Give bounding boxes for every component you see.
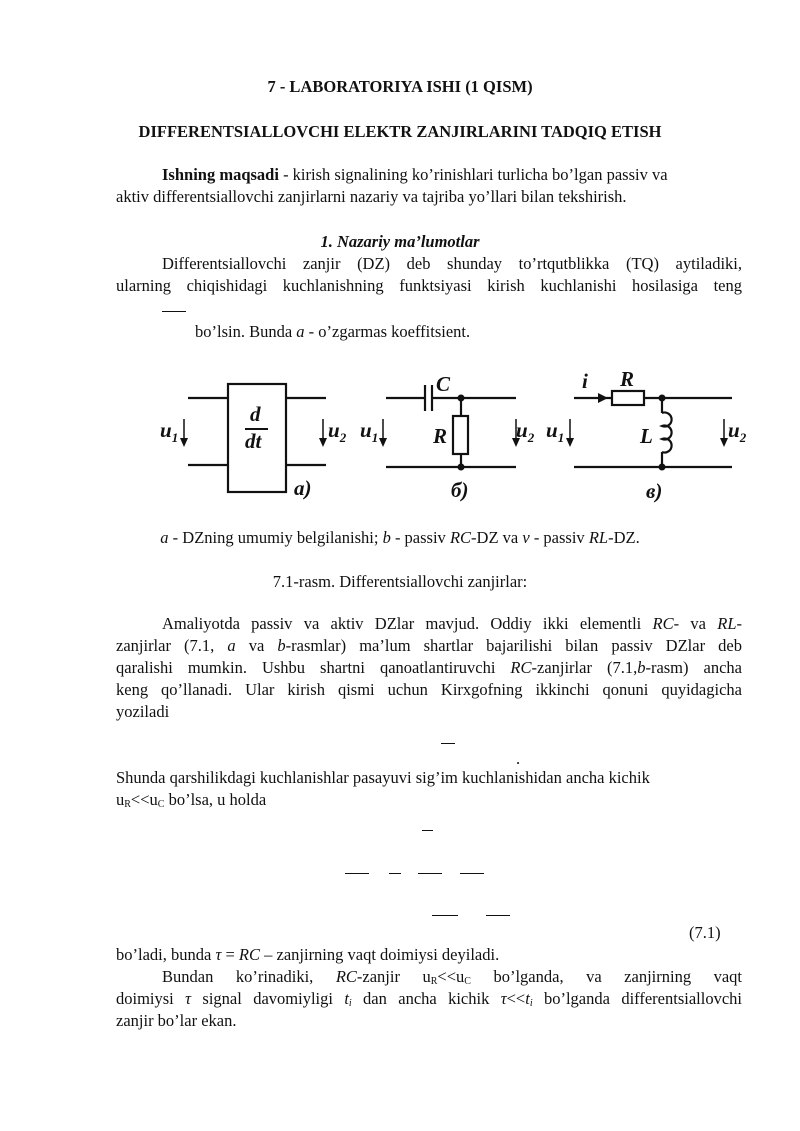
p2-l2b: va [235, 636, 278, 655]
section-line-3-rest: - o’zgarmas koeffitsient. [304, 322, 471, 341]
aim-line-2: aktiv differentsiallovchi zanjirlarni nazariy va tajriba yo’llari bilan tekshirish. [116, 187, 627, 206]
p5-l2c: dan ancha kichik [351, 989, 501, 1008]
cap-rl: RL [588, 528, 609, 547]
p3-subR: R [124, 799, 131, 810]
para4-line [116, 944, 499, 966]
figure-caption-legend [0, 527, 800, 549]
circuit-figure [150, 363, 760, 513]
p3-lt: <<u [130, 790, 158, 809]
current-arrow [598, 393, 608, 403]
para3-line-2 [116, 789, 266, 816]
resistor-v [612, 391, 644, 405]
formula-dash-7 [432, 915, 458, 916]
cap-a-text: - DZning umumiy belgilanishi; [168, 528, 383, 547]
fig-v-u2: $u_2$ [728, 418, 747, 445]
p5-tau: τ [185, 989, 192, 1008]
aim-line-1 [162, 164, 668, 186]
p5-l1d: bo’lganda, va zanjirning vaqt [470, 967, 742, 986]
fig-L: L [640, 424, 653, 448]
p2-l3b: -zanjirlar (7.1, [531, 658, 638, 677]
para2-line-4: keng qo’llanadi. Ular kirish qismi uchun Kirxgofning ikkinchi qonuni quyidagicha [116, 680, 742, 699]
fig-v-u1: $u_1$ [546, 418, 565, 445]
p5-ti2: t [525, 989, 530, 1008]
fig-a-u1: $u_1$ [160, 418, 179, 445]
p2-l2c: -rasmlar) ma’lum shartlar bajarilishi bilan passiv DZlar deb [285, 636, 742, 655]
section-line-1: Differentsiallovchi zanjir (DZ) deb shunday to’rtqutblikka (TQ) aytiladiki, [162, 254, 742, 273]
lab-subtitle: DIFFERENTSIALLOVCHI ELEKTR ZANJIRLARINI TADQIQ ETISH [138, 122, 662, 141]
fig-R-v: R [620, 367, 635, 391]
p2-l3c: -rasm) ancha [645, 658, 742, 677]
fig-label-v: в) [646, 479, 663, 503]
figure-title: 7.1-rasm. Differentsiallovchi zanjirlar: [272, 572, 528, 591]
section-line-2: ularning chiqishidagi kuchlanishning funktsiyasi kirish kuchlanishi hosilasiga teng [116, 276, 742, 295]
fig-label-a: а) [294, 476, 312, 500]
p2-l3rc: RC [510, 658, 532, 677]
p4-tau: τ [215, 945, 222, 964]
formula-dash-8 [486, 915, 510, 916]
p5-l1c: <<u [437, 967, 465, 986]
formula-dash-2 [422, 830, 433, 831]
p5-lt: << [506, 989, 526, 1008]
para2-line-1 [162, 613, 742, 635]
formula-dash-1 [441, 743, 455, 744]
circuit-b [379, 385, 520, 467]
cap-v: v [522, 528, 530, 547]
p5-l1b: -zanjir u [356, 967, 431, 986]
p2-l1a: Amaliyotda passiv va aktiv DZlar mavjud. Oddiy ikki elementli [162, 614, 653, 633]
cap-b: b [382, 528, 391, 547]
p3-u: u [116, 790, 125, 809]
p5-tau2: τ [500, 989, 507, 1008]
p2-l2a-it: a [227, 636, 236, 655]
fig-a-u2: $u_2$ [328, 418, 347, 445]
p5-subC: C [464, 976, 471, 987]
p4-rc: RC [238, 945, 260, 964]
fig-label-b: б) [451, 478, 469, 502]
p5-ti: t [344, 989, 349, 1008]
cap-rc: RC [449, 528, 472, 547]
fig-R-b: R [433, 424, 448, 448]
resistor-b [453, 416, 468, 454]
section-heading: 1. Nazariy ma’lumotlar [320, 232, 480, 251]
section-line-3 [195, 321, 470, 343]
cap-v-text: - passiv [529, 528, 589, 547]
p5-subR: R [430, 976, 438, 987]
equation-number: (7.1) [689, 923, 721, 942]
para2-line-3 [116, 657, 742, 679]
fig-b-u2: $u_2$ [516, 418, 535, 445]
p5-l2b: signal davomiyligi [191, 989, 345, 1008]
p2-l1rc: RC [652, 614, 674, 633]
junction-v-bottom [659, 464, 666, 471]
p2-l1c: - [736, 614, 742, 633]
formula-dash-6 [460, 873, 484, 874]
p3-rest: bo’lsa, u holda [164, 790, 267, 809]
fig-C: C [436, 372, 451, 396]
p5-l1a: Bundan ko’rinadiki, [162, 967, 336, 986]
fig-dt: dt [245, 429, 262, 453]
cap-rl-text: -DZ. [608, 528, 640, 547]
formula-dot: . [516, 749, 521, 768]
aim-label: Ishning maqsadi [162, 165, 279, 184]
fig-d: d [250, 402, 261, 426]
p4-eq: = [221, 945, 239, 964]
formula-dash-5 [418, 873, 442, 874]
lab-title: 7 - LABORATORIYA ISHI (1 QISM) [267, 77, 533, 96]
cap-b-text: - passiv [390, 528, 450, 547]
p5-sub-i: i [348, 998, 352, 1009]
para5-line-3: zanjir bo’lar ekan. [116, 1011, 237, 1030]
p5-l2a: doimiysi [116, 989, 186, 1008]
junction-v-top [659, 395, 666, 402]
p2-l2b-it: b [277, 636, 286, 655]
para3-line-1: Shunda qarshilikdagi kuchlanishlar pasayuvi sig’im kuchlanishidan ancha kichik [116, 768, 650, 787]
para2-line-5: yoziladi [116, 702, 170, 721]
p3-subC: C [157, 799, 165, 810]
fig-i: i [582, 369, 588, 393]
p4-b: – zanjirning vaqt doimiysi deyiladi. [260, 945, 500, 964]
inductor-coil [662, 413, 672, 453]
junction-b-top [458, 395, 465, 402]
coef-var: a [296, 322, 305, 341]
formula-placeholder-line [162, 311, 186, 312]
p5-l1rc: RC [335, 967, 357, 986]
p2-l3a: qaralishi mumkin. Ushbu shartni qanoatlantiruvchi [116, 658, 511, 677]
p2-l2a: zanjirlar (7.1, [116, 636, 228, 655]
p5-l2d: bo’lganda differentsiallovchi [532, 989, 742, 1008]
junction-b-bottom [458, 464, 465, 471]
p5-sub-i2: i [529, 998, 533, 1009]
p2-l1rl: RL [717, 614, 737, 633]
cap-a: a [160, 528, 169, 547]
p2-l3b-it: b [637, 658, 646, 677]
cap-rc-text: -DZ va [471, 528, 523, 547]
formula-dash-4 [389, 873, 401, 874]
p4-a: bo’ladi, bunda [116, 945, 216, 964]
p2-l1b: - va [673, 614, 718, 633]
aim-text-1: - kirish signalining ko’rinishlari turlicha bo’lgan passiv va [278, 165, 668, 184]
fig-b-u1: $u_1$ [360, 418, 379, 445]
section-line-3-text: bo’lsin. Bunda [195, 322, 297, 341]
formula-dash-3 [345, 873, 369, 874]
para2-line-2 [116, 635, 742, 657]
